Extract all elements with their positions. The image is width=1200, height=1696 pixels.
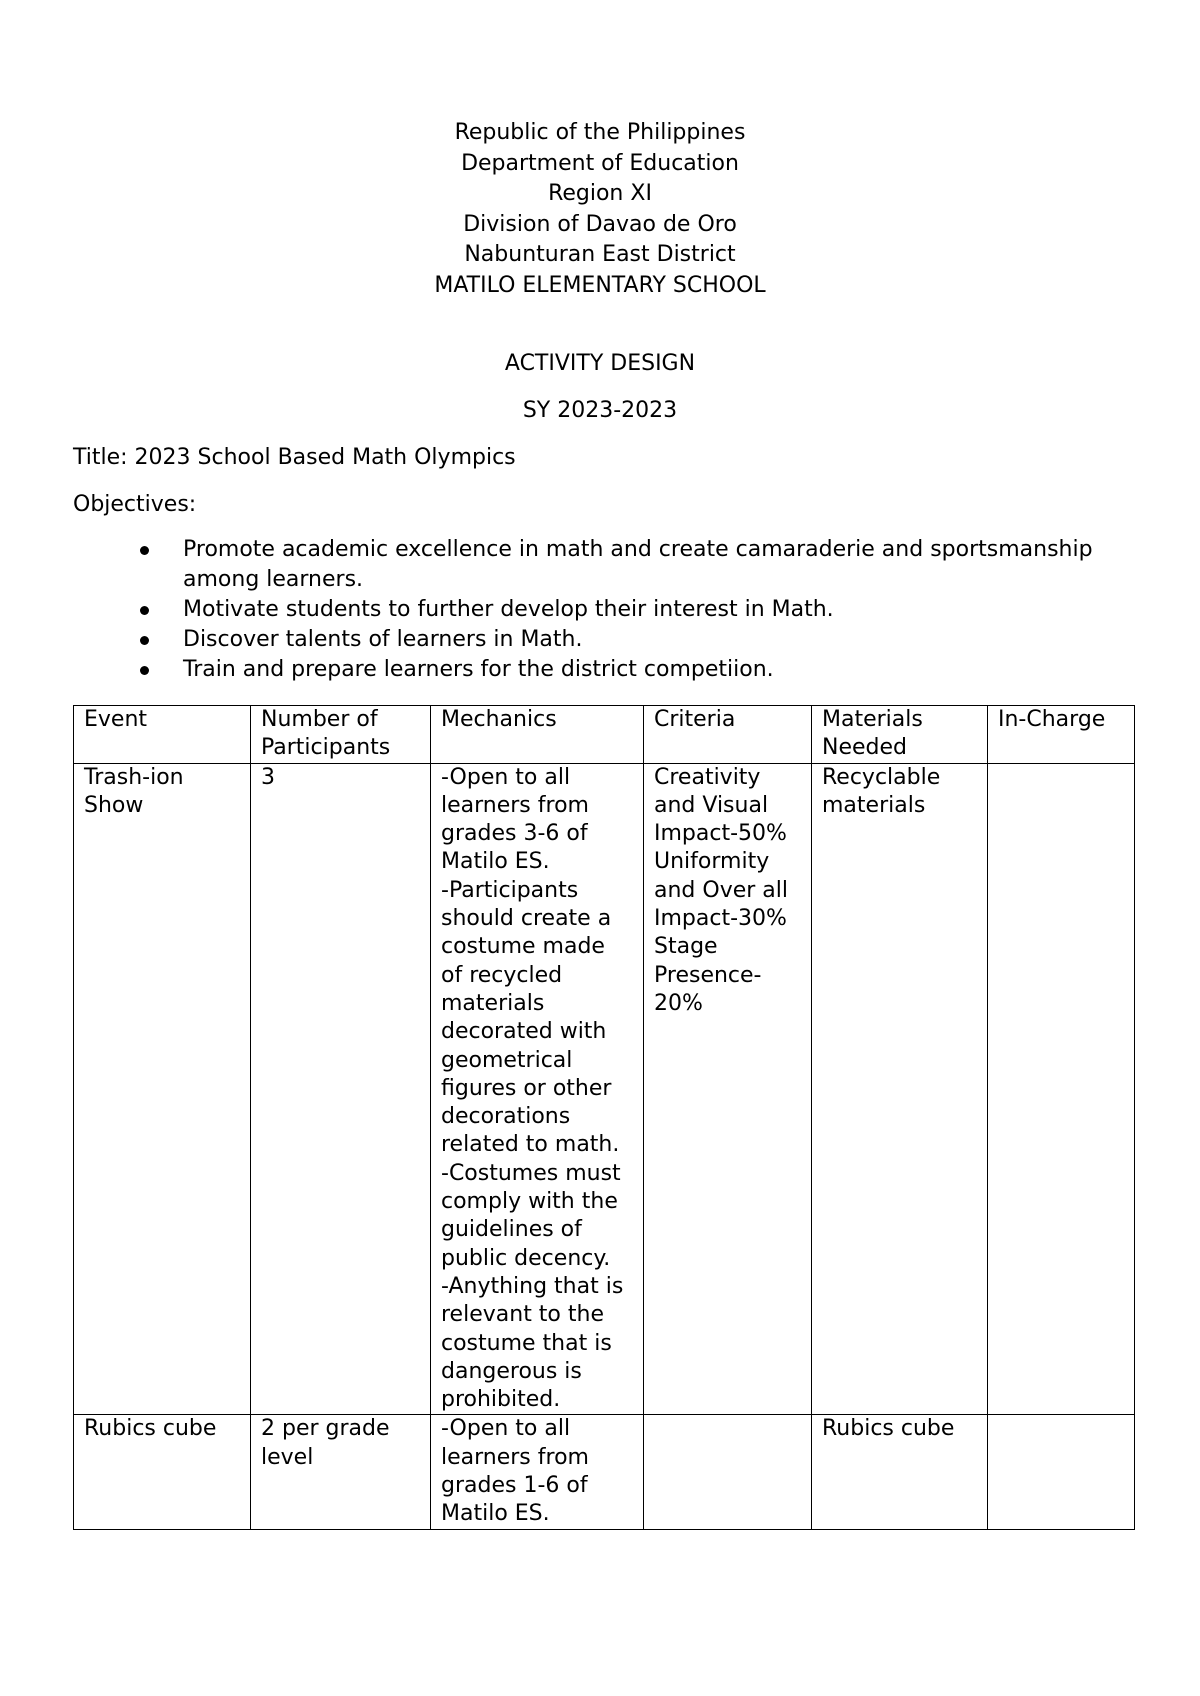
bullet-icon bbox=[140, 546, 149, 555]
objective-item bbox=[140, 595, 1140, 625]
cell-criteria bbox=[644, 763, 812, 1415]
school-year: SY 2023-2023 bbox=[522, 398, 678, 423]
header-line-division: Division of Davao de Oro bbox=[463, 211, 737, 237]
header-participants: Number of Participants bbox=[251, 706, 431, 764]
table-row bbox=[74, 763, 1135, 1415]
table-header-row bbox=[74, 706, 1135, 764]
mechanics-item: -Costumes must comply with the guidelines of public decency. bbox=[441, 1160, 621, 1271]
mechanics-item: -Open to all learners from grades 1-6 of Matilo ES. bbox=[441, 1416, 589, 1527]
document-header bbox=[0, 118, 1200, 301]
header-mechanics: Mechanics bbox=[431, 706, 644, 764]
cell-materials: Recyclable materials bbox=[812, 763, 988, 1415]
objective-text: Train and prepare learners for the district competiion. bbox=[183, 657, 774, 682]
cell-mechanics bbox=[431, 1415, 644, 1529]
objective-text: Discover talents of learners in Math. bbox=[183, 627, 583, 652]
header-criteria: Criteria bbox=[644, 706, 812, 764]
objective-item bbox=[140, 625, 1140, 655]
criteria-item: Creativity and Visual Impact-50% bbox=[654, 764, 787, 847]
header-line-district: Nabunturan East District bbox=[464, 242, 736, 267]
mechanics-item: -Open to all learners from grades 3-6 of Matilo ES. bbox=[441, 764, 589, 875]
cell-materials: Rubics cube bbox=[812, 1415, 988, 1529]
cell-mechanics bbox=[431, 763, 644, 1415]
header-line-region: Region XI bbox=[548, 181, 652, 206]
cell-criteria bbox=[644, 1415, 812, 1529]
bullet-icon bbox=[140, 636, 149, 645]
objectives-label: Objectives: bbox=[73, 492, 197, 517]
document-title: ACTIVITY DESIGN bbox=[504, 351, 696, 376]
objectives-list bbox=[140, 535, 1140, 685]
bullet-icon bbox=[140, 606, 149, 615]
table-row bbox=[74, 1415, 1135, 1529]
criteria-item: Uniformity and Over all Impact-30% bbox=[654, 849, 788, 932]
cell-event: Rubics cube bbox=[74, 1415, 251, 1529]
header-materials: Materials Needed bbox=[812, 706, 988, 764]
cell-event: Trash-ion Show bbox=[74, 763, 251, 1415]
header-in-charge: In-Charge bbox=[988, 706, 1135, 764]
header-line-school: MATILO ELEMENTARY SCHOOL bbox=[434, 272, 766, 298]
cell-participants: 3 bbox=[251, 763, 431, 1415]
objective-item bbox=[140, 655, 1140, 685]
header-event: Event bbox=[74, 706, 251, 764]
mechanics-item: -Participants should create a costume made of recycled materials decorated with geometrical figures or other decorations related to math. bbox=[441, 877, 620, 1158]
criteria-item: Stage Presence-20% bbox=[654, 934, 762, 1016]
objective-text: Motivate students to further develop their interest in Math. bbox=[183, 597, 834, 622]
header-line-department: Department of Education bbox=[461, 150, 739, 176]
mechanics-item: -Anything that is relevant to the costume that is dangerous is prohibited. bbox=[441, 1273, 624, 1413]
bullet-icon bbox=[140, 666, 149, 675]
objective-item bbox=[140, 535, 1140, 595]
objective-text: Promote academic excellence in math and create camaraderie and sportsmanship among learners. bbox=[183, 537, 1093, 592]
activity-title: Title: 2023 School Based Math Olympics bbox=[73, 445, 516, 470]
cell-in-charge bbox=[988, 763, 1135, 1415]
cell-participants: 2 per grade level bbox=[251, 1415, 431, 1529]
events-table bbox=[73, 705, 1135, 1530]
cell-in-charge bbox=[988, 1415, 1135, 1529]
header-line-republic: Republic of the Philippines bbox=[454, 120, 746, 145]
